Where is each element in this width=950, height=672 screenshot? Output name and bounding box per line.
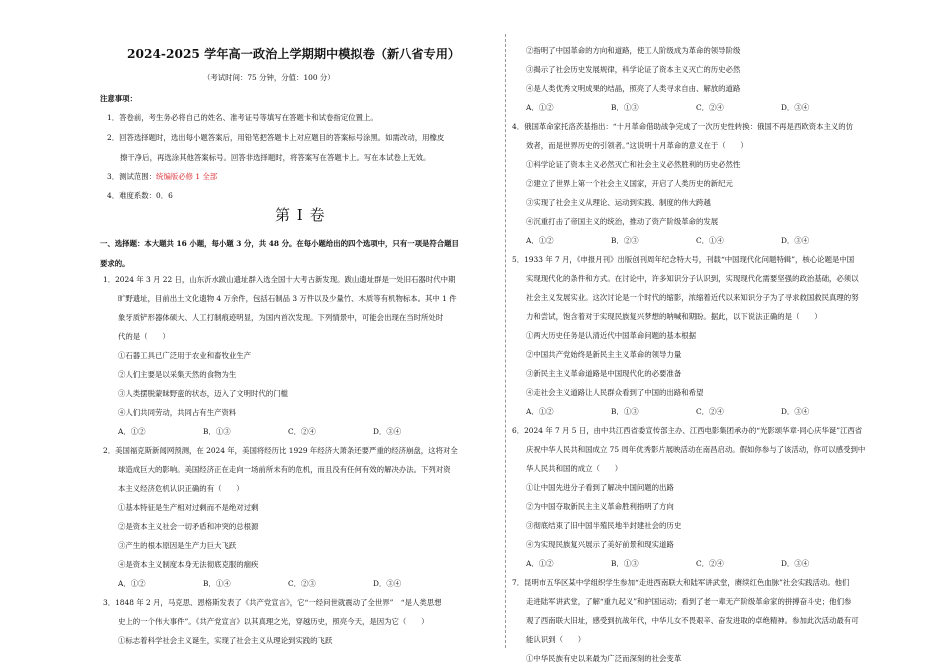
exam-meta: （考试时间：75 分钟，分值：100 分） xyxy=(203,73,335,82)
q6-option-b: B．①③ xyxy=(611,559,639,568)
q4-statement-4: ④沉重打击了帝国主义的统治，推动了资产阶级革命的发展 xyxy=(526,217,719,226)
q2-statement-2: ②是资本主义社会一切矛盾和冲突的总根源 xyxy=(118,522,259,531)
q5-option-b: B．①③ xyxy=(611,407,639,416)
q3-statement-4: ④是人类优秀文明成果的结晶，照亮了人类寻求自由、解放的道路 xyxy=(526,84,741,93)
q2-stem-1: 2．美国福克斯新闻网预测，在 2024 年，美国将经历比 1929 年经济大萧条还要严重的经济崩盘，这将对全 xyxy=(103,446,458,455)
q3-option-b: B．①③ xyxy=(611,103,639,112)
left-column xyxy=(100,0,498,672)
q6-options xyxy=(526,560,809,567)
q1-option-c: C．②④ xyxy=(288,427,316,436)
q4-stem-1: 4．俄国革命家托洛茨基指出：“十月革命借助战争完成了一次历史性转换：俄国不再是西欧资本主义的仿 xyxy=(512,122,854,131)
q6-option-c: C．②④ xyxy=(696,559,724,568)
q5-options xyxy=(526,408,809,415)
q1-stem-2: 旷野遗址，目前出土文化遗物 4 万余件，包括石制品 3 万件以及少量竹、木质等有机物标本。其中 1 件 xyxy=(118,294,457,303)
instruction-line-1: 一、选择题：本大题共 16 小题，每小题 3 分，共 48 分。在每小题给出的四个选项中，只有一项是符合题目 xyxy=(100,239,459,248)
q6-option-a: A．①② xyxy=(526,559,554,568)
q3-option-c: C．②④ xyxy=(696,103,724,112)
note-3-label: 3．测试范围： xyxy=(107,172,157,181)
q5-statement-2: ②中国共产党始终是新民主主义革命的领导力量 xyxy=(526,350,682,359)
q3-option-a: A．①② xyxy=(526,103,554,112)
q2-statement-3: ③产生的根本原因是生产力巨大飞跃 xyxy=(118,541,237,550)
q6-statement-1: ①让中国先进分子看到了解决中国问题的出路 xyxy=(526,483,674,492)
q3-statement-2: ②指明了中国革命的方向和道路，使工人阶级成为革命的领导阶级 xyxy=(526,46,741,55)
q6-stem-1: 6．2024 年 7 月 5 日，由中共江西省委宣传部主办、江西电影集团承办的“光影颂华章·同心庆华诞”江西省 xyxy=(512,426,863,435)
q2-option-c: C．②③ xyxy=(288,579,316,588)
q6-statement-2: ②为中国夺取新民主主义革命胜利指明了方向 xyxy=(526,502,674,511)
q4-option-d: D．③④ xyxy=(781,236,810,245)
q7-stem-4: 能认识到（ ） xyxy=(526,635,586,644)
q6-stem-2: 庆祝中华人民共和国成立 75 周年优秀影片展映活动在南昌启动。假如你参与了该活动，你可以感受到中 xyxy=(526,445,866,454)
q3-options xyxy=(526,104,809,111)
q1-option-a: A．①② xyxy=(118,427,146,436)
q1-stem-4: 代的是（ ） xyxy=(118,332,170,341)
q2-stem-2: 球造成巨大的影响。美国经济正在走向一场前所未有的危机，而且没有任何有效的解决办法。下列对资 xyxy=(118,465,451,474)
q5-option-c: C．②④ xyxy=(696,407,724,416)
q6-stem-3: 华人民共和国的成立（ ） xyxy=(526,464,623,473)
q5-statement-4: ④走社会主义道路让人民群众看到了中国的出路和希望 xyxy=(526,388,704,397)
q5-statement-3: ③新民主主义革命道路是中国现代化的必要准备 xyxy=(526,369,682,378)
q3-option-d: D．③④ xyxy=(781,103,810,112)
q2-statement-4: ④是资本主义制度本身无法彻底克服的痼疾 xyxy=(118,560,259,569)
q5-stem-4: 力和尝试，饱含着对于实现民族复兴梦想的呐喊和期盼。据此，以下说法正确的是（ ） xyxy=(526,312,822,321)
instruction-line-2: 要求的。 xyxy=(100,259,130,268)
q5-stem-1: 5．1933 年 7 月，《申报月刊》出版创刊周年纪念特大号，刊载“中国现代化问题特辑”，核心论题是中国 xyxy=(512,255,855,264)
section-title: 第 I 卷 xyxy=(275,206,326,224)
note-2-line-1: 2．回答选择题时，选出每小题答案后，用铅笔把答题卡上对应题目的答案标号涂黑。如需改动，用橡皮 xyxy=(107,133,445,142)
q5-stem-3: 社会主义发展实业。这次讨论是一个时代的缩影，浓缩着近代以来知识分子为了寻求救国救民真理的努 xyxy=(526,293,859,302)
q7-stem-3: 观了西南联大旧址，感受到抗战年代，中华儿女不畏艰辛、奋发进取的卓绝精神。参加此次活动最有可 xyxy=(526,616,859,625)
q7-stem-1: 7．昆明市五华区某中学组织学生参加“走进西南联大和陆军讲武堂，赓续红色血脉”社会实践活动。他们 xyxy=(512,578,850,587)
notes-heading: 注意事项： xyxy=(100,94,137,103)
right-column xyxy=(512,0,912,672)
q4-stem-2: 效者，而是世界历史的引领者。”这说明十月革命的意义在于（ ） xyxy=(526,141,748,150)
q2-option-d: D．③④ xyxy=(373,579,402,588)
q1-stem-3: 象牙质铲形器体硕大、人工打制痕迹明显，为国内首次发现。下列情景中，可能会出现在当时所处时 xyxy=(118,313,444,322)
q2-option-a: A．①② xyxy=(118,579,146,588)
exam-title: 2024-2025 学年高一政治上学期期中模拟卷（新八省专用） xyxy=(127,47,461,61)
q4-option-b: B．②③ xyxy=(611,236,639,245)
q1-statement-3: ③人类摆脱蒙昧野蛮的状态，迈入了文明时代的门槛 xyxy=(118,389,288,398)
q3-stem-2: 史上的一个伟大事件”。《共产党宣言》以其真理之光，穿越历史，照亮今天，是因为它（ ） xyxy=(118,617,429,626)
q2-statement-1: ①基本特征是生产相对过剩而不是绝对过剩 xyxy=(118,503,259,512)
q5-statement-1: ①两大历史任务是认清近代中国革命问题的基本根据 xyxy=(526,331,696,340)
q4-statement-2: ②建立了世界上第一个社会主义国家，开启了人类历史的新纪元 xyxy=(526,179,733,188)
q2-stem-3: 本主义经济危机认识正确的有（ ） xyxy=(118,484,244,493)
q3-statement-1: ①标志着科学社会主义诞生，实现了社会主义从理论到实践的飞跃 xyxy=(118,636,333,645)
q1-option-b: B．①③ xyxy=(203,427,231,436)
q1-option-d: D．③④ xyxy=(373,427,402,436)
q4-option-a: A．①② xyxy=(526,236,554,245)
q1-stem-1: 1．2024 年 3 月 22 日，山东沂水跋山遗址群入选全国十大考古新发现。跋山遗址群是一处旧石器时代中期 xyxy=(103,275,456,284)
q5-option-a: A．①② xyxy=(526,407,554,416)
q1-statement-4: ④人们共同劳动，共同占有生产资料 xyxy=(118,408,237,417)
q6-statement-4: ④为实现民族复兴展示了美好前景和现实道路 xyxy=(526,540,674,549)
note-3 xyxy=(107,173,217,180)
q4-option-c: C．①④ xyxy=(696,236,724,245)
q1-statement-1: ①石器工具已广泛用于农业和畜牧业生产 xyxy=(118,351,252,360)
note-2-line-2: 擦干净后，再选涂其他答案标号。回答非选择题时，将答案写在答题卡上。写在本试卷上无效。 xyxy=(120,153,431,162)
q3-statement-3: ③揭示了社会历史发展规律，科学论证了资本主义灭亡的历史必然 xyxy=(526,65,741,74)
q5-option-d: D．③④ xyxy=(781,407,810,416)
q4-options xyxy=(526,237,809,244)
q6-option-d: D．③④ xyxy=(781,559,810,568)
q6-statement-3: ③彻底结束了旧中国半殖民地半封建社会的历史 xyxy=(526,521,682,530)
q4-statement-1: ①科学论证了资本主义必然灭亡和社会主义必然胜利的历史必然性 xyxy=(526,160,741,169)
q7-stem-2: 走进陆军讲武堂，了解“重九起义”和护国运动；看到了老一辈无产阶级革命家的拼搏奋斗史；他们参 xyxy=(526,597,852,606)
q2-option-b: B．①④ xyxy=(203,579,231,588)
q5-stem-2: 实现现代化的条件和方式。在讨论中，许多知识分子认识到，实现现代化需要坚强的政治基础，必须以 xyxy=(526,274,859,283)
q3-stem-1: 3．1848 年 2 月，马克思、恩格斯发表了《共产党宣言》，它“一经问世就震动了全世界” “是人类思想 xyxy=(103,598,442,607)
q7-statement-1: ①中华民族有史以来最为广泛而深刻的社会变革 xyxy=(526,654,682,663)
note-4: 4．难度系数：0．6 xyxy=(107,191,173,200)
q1-options xyxy=(118,428,401,435)
q2-options xyxy=(118,580,401,587)
note-3-scope: 统编版必修 1 全部 xyxy=(156,172,218,181)
note-1: 1．答卷前，考生务必将自己的姓名、准考证号等填写在答题卡和试卷指定位置上。 xyxy=(107,113,378,122)
q4-statement-3: ③实现了社会主义从理论、运动到实践、制度的伟大跨越 xyxy=(526,198,711,207)
q1-statement-2: ②人们主要是以采集天然的食物为生 xyxy=(118,370,237,379)
column-divider xyxy=(505,34,506,648)
